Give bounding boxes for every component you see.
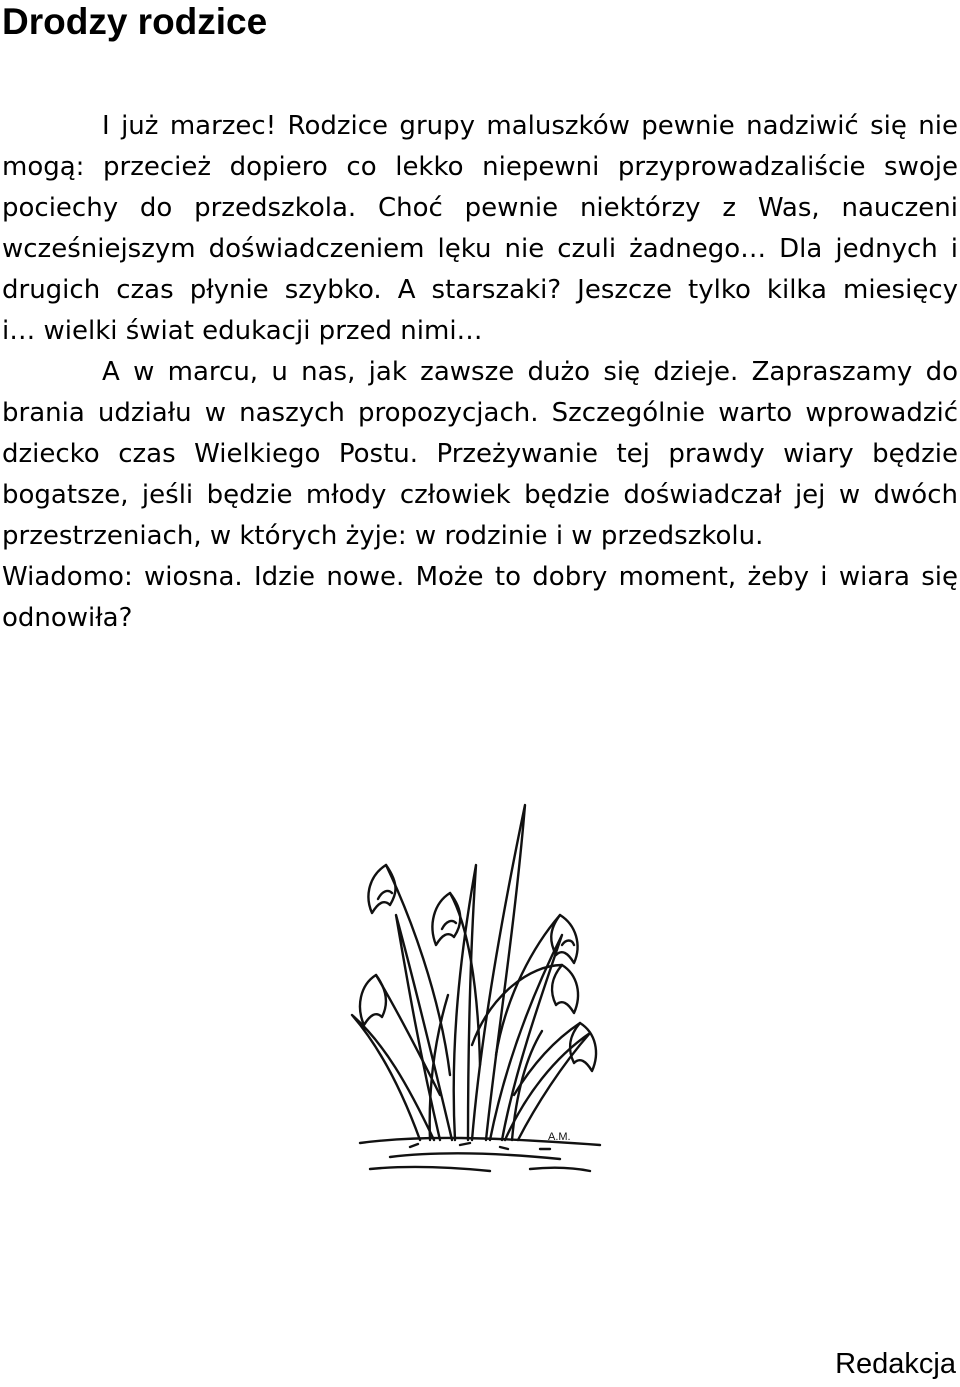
body-line-11: przestrzeniach, w których żyje: w rodzinie i w przedszkolu.: [2, 521, 764, 551]
body-line-8: brania udziału w naszych propozycjach. Szczególnie warto wprowadzić: [2, 398, 958, 428]
body-line-10: bogatsze, jeśli będzie młody człowiek będzie doświadczał jej w dwóch: [2, 480, 958, 510]
page-title: Drodzy rodzice: [2, 1, 268, 42]
body-line-7: A w marcu, u nas, jak zawsze dużo się dzieje. Zapraszamy do: [102, 357, 958, 387]
letter-body: [2, 106, 958, 639]
body-line-12: Wiadomo: wiosna. Idzie nowe. Może to dobry moment, żeby i wiara się: [2, 562, 958, 592]
body-line-2: mogą: przecież dopiero co lekko niepewni przyprowadzaliście swoje: [2, 152, 958, 182]
snowdrop-flowers-icon: [300, 795, 660, 1185]
body-line-3: pociechy do przedszkola. Choć pewnie niektórzy z Was, nauczeni: [2, 193, 958, 223]
artist-initials: A.M.: [548, 1131, 571, 1143]
body-line-5: drugich czas płynie szybko. A starszaki? Jeszcze tylko kilka miesięcy: [2, 275, 958, 305]
body-line-6: i… wielki świat edukacji przed nimi…: [2, 316, 483, 346]
signature: Redakcja: [835, 1348, 956, 1380]
body-line-13: odnowiła?: [2, 603, 133, 633]
body-line-4: wcześniejszym doświadczeniem lęku nie czuli żadnego… Dla jednych i: [2, 234, 958, 264]
body-line-1: I już marzec! Rodzice grupy maluszków pewnie nadziwić się nie: [102, 111, 958, 141]
body-line-9: dziecko czas Wielkiego Postu. Przeżywanie tej prawdy wiary będzie: [2, 439, 958, 469]
